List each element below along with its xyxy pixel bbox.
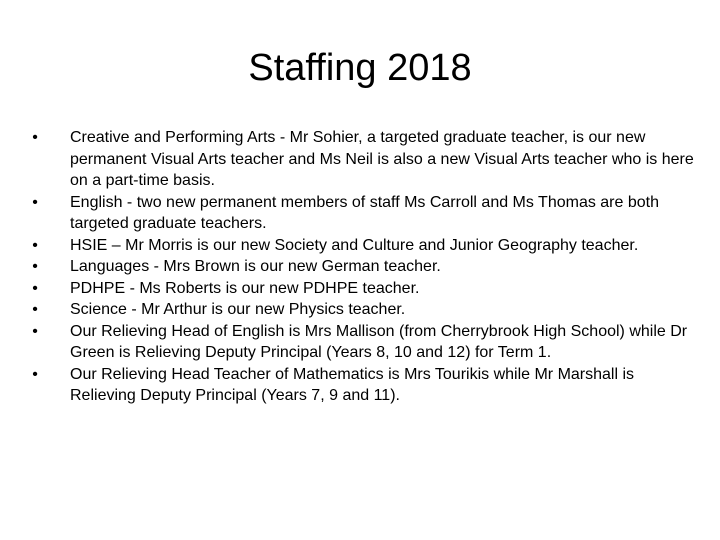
bullet-item-relieving-maths xyxy=(28,364,698,407)
bullet-item-english xyxy=(28,192,698,235)
bullet-item-science xyxy=(28,299,698,321)
bullet-text: PDHPE - Ms Roberts is our new PDHPE teacher. xyxy=(70,279,420,297)
bullet-icon: • xyxy=(32,236,38,254)
bullet-text: English - two new permanent members of staff Ms Carroll and Ms Thomas are both targeted graduate teachers. xyxy=(70,193,659,232)
bullet-text: Science - Mr Arthur is our new Physics teacher. xyxy=(70,301,406,318)
bullet-item-relieving-english xyxy=(28,321,698,364)
bullet-text: Our Relieving Head Teacher of Mathematics is Mrs Tourikis while Mr Marshall is Relieving Deputy Principal (Years 7, 9 and 11). xyxy=(70,365,635,404)
bullet-item-languages xyxy=(28,256,698,278)
bullet-icon: • xyxy=(32,365,38,383)
bullet-item-creative-arts xyxy=(28,127,698,192)
bullet-icon: • xyxy=(32,279,38,297)
bullet-text: Our Relieving Head of English is Mrs Mallison (from Cherrybrook High School) while Dr Green is Relieving Deputy Principal (Years 8, 10 and 12) for Term 1. xyxy=(70,322,688,361)
bullet-icon: • xyxy=(32,301,38,318)
bullet-list xyxy=(28,127,698,407)
slide-title: Staffing 2018 xyxy=(248,47,472,89)
bullet-icon: • xyxy=(32,193,38,211)
bullet-item-pdhpe xyxy=(28,278,698,300)
bullet-item-hsie xyxy=(28,235,698,257)
bullet-text: HSIE – Mr Morris is our new Society and Culture and Junior Geography teacher. xyxy=(70,236,639,254)
bullet-text: Creative and Performing Arts - Mr Sohier, a targeted graduate teacher, is our new permanent Visual Arts teacher and Ms Neil is also a new Visual Arts teacher who is here on a part-time basis. xyxy=(70,129,694,189)
bullet-text: Languages - Mrs Brown is our new German teacher. xyxy=(70,258,441,275)
bullet-icon: • xyxy=(32,258,38,275)
bullet-icon: • xyxy=(32,322,38,340)
bullet-icon: • xyxy=(32,129,38,146)
